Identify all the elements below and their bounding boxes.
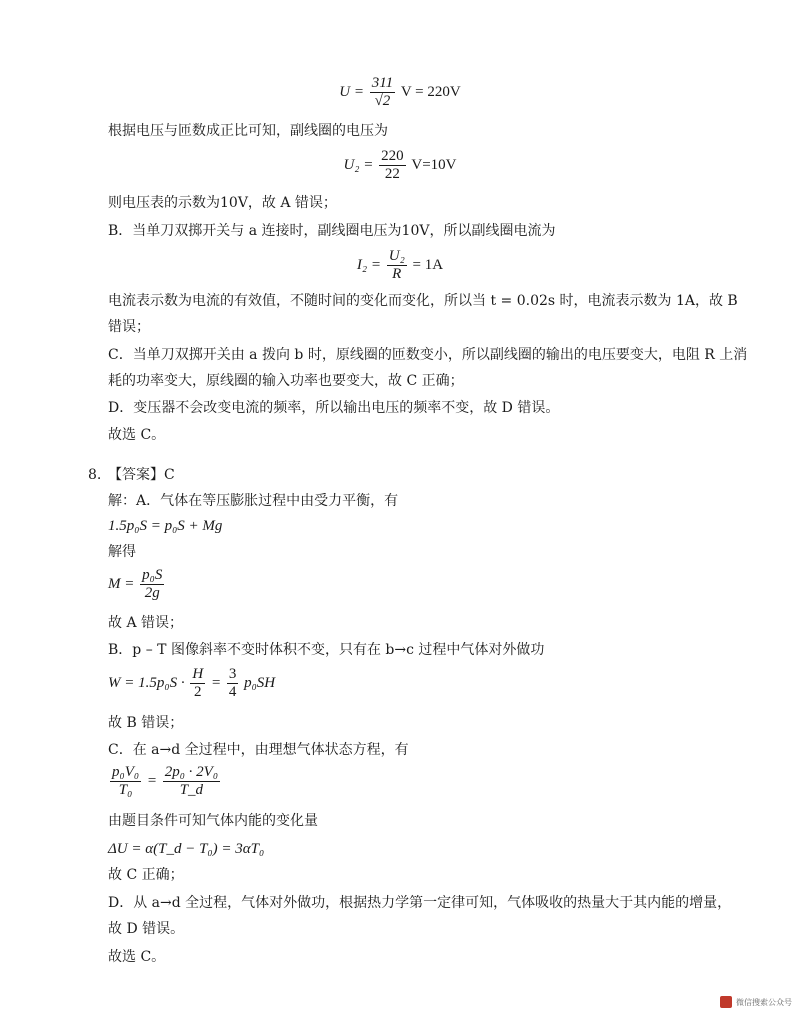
eq1-left: U = xyxy=(339,83,364,100)
eq7-fraction-1 xyxy=(110,764,141,799)
equation-force-balance: 1.5p₀S = p₀S + Mg xyxy=(108,518,223,534)
text-line: 由题目条件可知气体内能的变化量 xyxy=(108,813,318,829)
text-line: D．变压器不会改变电流的频率，所以输出电压的频率不变，故 D 错误。 xyxy=(108,400,560,416)
text-line: 根据电压与匝数成正比可知，副线圈的电压为 xyxy=(108,123,388,139)
eq3-left: I₂ = xyxy=(356,256,381,273)
eq1-fraction xyxy=(370,75,395,110)
equation-rms-voltage xyxy=(0,75,800,110)
eq2-fraction xyxy=(379,148,406,183)
eq3-den: R xyxy=(392,266,402,282)
text-line: C．在 a→d 全过程中，由理想气体状态方程，有 xyxy=(108,742,409,758)
eq2-den: 22 xyxy=(384,166,400,182)
eq6-left: W = 1.5p₀S · xyxy=(108,674,185,691)
eq7-num1: p₀V₀ xyxy=(112,764,140,780)
question-number: 8. xyxy=(88,467,102,483)
text-line: 则电压表的示数为10V，故 A 错误； xyxy=(108,195,337,211)
text-line: 电流表示数为电流的有效值，不随时间的变化而变化，所以当 t = 0.02s 时，电流表示数为 1A，故 B xyxy=(108,293,738,309)
eq6-right: p₀SH xyxy=(244,674,276,691)
text-line: 故 D 错误。 xyxy=(108,921,185,937)
text-line: B．当单刀双掷开关与 a 连接时，副线圈电压为10V，所以副线圈电流为 xyxy=(108,223,556,239)
text-line: 故 B 错误； xyxy=(108,715,184,731)
equation-secondary-voltage xyxy=(0,148,800,183)
text-line: 错误； xyxy=(108,319,150,335)
eq6-fraction-1 xyxy=(190,666,205,701)
eq5-left: M = xyxy=(108,575,135,592)
eq1-den: √2 xyxy=(374,93,391,109)
eq6-den2: 4 xyxy=(228,684,237,700)
text-line: 故 A 错误； xyxy=(108,615,184,631)
eq2-num: 220 xyxy=(381,148,404,164)
equation-ideal-gas xyxy=(108,764,222,799)
eq7-equals: = xyxy=(146,772,157,789)
text-line: 故选 C。 xyxy=(108,949,166,965)
text-line: B．p – T 图像斜率不变时体积不变，只有在 b→c 过程中气体对外做功 xyxy=(108,642,545,658)
eq2-left: U₂ = xyxy=(343,156,374,173)
equation-internal-energy: ΔU = α(T_d − T₀) = 3αT₀ xyxy=(108,841,265,857)
eq7-den1: T₀ xyxy=(118,782,133,798)
eq6-equals: = xyxy=(210,674,222,691)
answer-label: 【答案】C xyxy=(108,467,175,483)
eq3-right: = 1A xyxy=(412,256,444,273)
text-line: D．从 a→d 全过程，气体对外做功，根据热力学第一定律可知，气体吸收的热量大于其内能的增量， xyxy=(108,895,732,911)
text-line: 故 C 正确； xyxy=(108,867,184,883)
text-line: 解：A．气体在等压膨胀过程中由受力平衡，有 xyxy=(108,493,399,509)
eq5-den: 2g xyxy=(144,585,160,601)
equation-mass xyxy=(108,567,166,602)
eq7-fraction-2 xyxy=(163,764,220,799)
eq6-num2: 3 xyxy=(228,666,237,682)
eq6-num1: H xyxy=(192,666,204,682)
eq3-num: U₂ xyxy=(388,248,405,264)
eq7-den2: T_d xyxy=(179,782,204,798)
equation-secondary-current xyxy=(0,248,800,283)
text-line: C．当单刀双掷开关由 a 拨向 b 时，原线圈的匝数变小，所以副线圈的输出的电压要变大，电阻 R 上消 xyxy=(108,347,748,363)
eq6-fraction-2 xyxy=(227,666,239,701)
watermark xyxy=(720,996,792,1008)
eq5-num: p₀S xyxy=(142,567,163,583)
wechat-logo-icon xyxy=(720,996,732,1008)
eq5-fraction xyxy=(140,567,164,602)
eq1-num: 311 xyxy=(371,75,394,91)
eq2-right: V=10V xyxy=(411,156,457,173)
text-line: 解得 xyxy=(108,544,136,560)
watermark-text: 微信搜索公众号 xyxy=(736,997,792,1007)
equation-work xyxy=(108,666,275,701)
text-line: 耗的功率变大，原线圈的输入功率也要变大，故 C 正确； xyxy=(108,373,464,389)
eq7-num2: 2p₀ · 2V₀ xyxy=(164,764,219,780)
eq1-right: V = 220V xyxy=(400,83,461,100)
text-line: 故选 C。 xyxy=(108,427,166,443)
eq3-fraction xyxy=(387,248,407,283)
eq6-den1: 2 xyxy=(194,684,202,700)
